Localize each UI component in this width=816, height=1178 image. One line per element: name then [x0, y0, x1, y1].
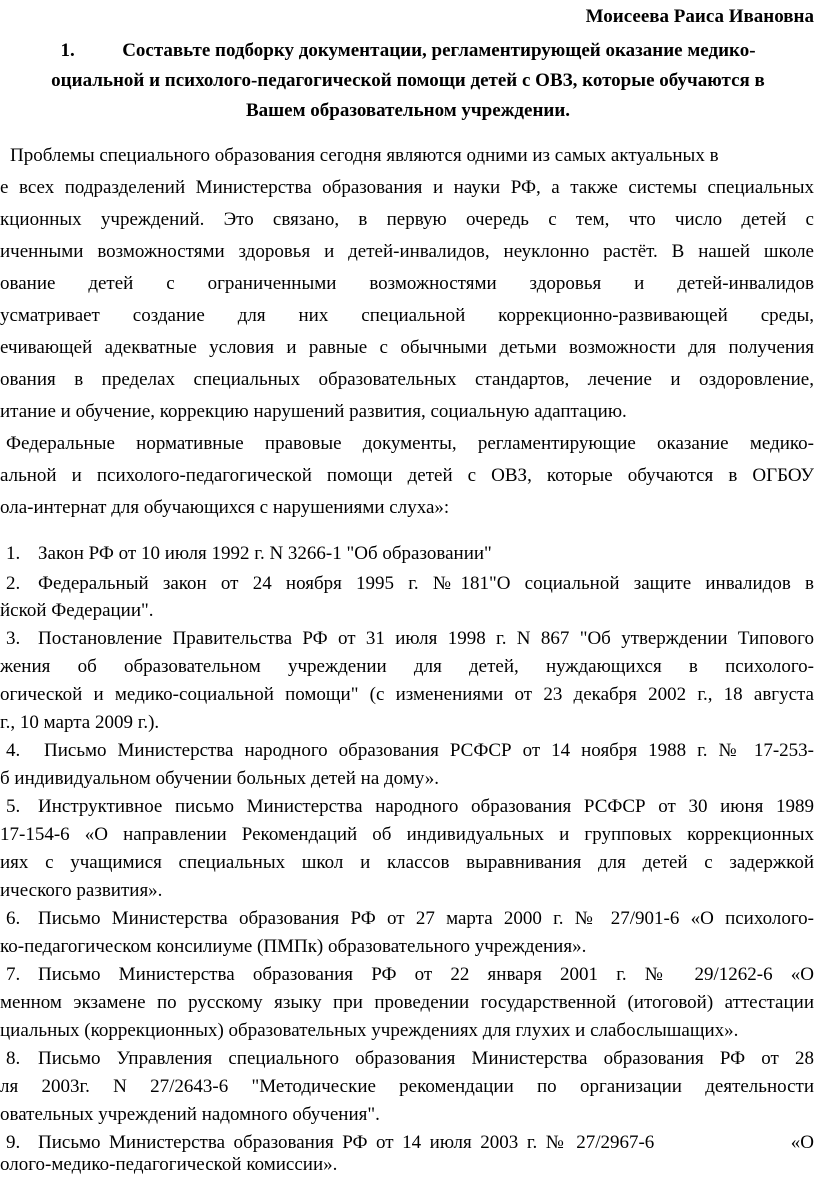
- federal-line: ола-интернат для обучающихся с нарушениями слуха»:: [0, 497, 450, 518]
- list-number: 1.: [6, 543, 21, 564]
- list-item-text: 17-154-6 «О направлении Рекомендаций об индивидуальных и групповых коррекционных: [0, 824, 814, 845]
- intro-line: ование детей с ограниченными возможностями здоровья и детей-инвалидов: [0, 273, 814, 294]
- list-item-text: огической и медико-социальной помощи" (с изменениями от 23 декабря 2002 г., 18 августа: [0, 684, 814, 705]
- list-number: 4.: [6, 740, 21, 761]
- federal-line: Федеральные нормативные правовые документы, регламентирующие оказание медико-: [6, 433, 814, 454]
- list-item-text: ля 2003г. N 27/2643-6 "Методические рекомендации по организации деятельности: [0, 1076, 814, 1097]
- list-item-text: ического развития».: [0, 880, 163, 901]
- list-item-text: Инструктивное письмо Министерства народного образования РСФСР от 30 июня 1989: [38, 796, 814, 817]
- list-number: 8.: [6, 1048, 21, 1069]
- federal-line: альной и психолого-педагогической помощи детей с ОВЗ, которые обучаются в ОГБОУ: [0, 465, 814, 486]
- list-item-text: менном экзамене по русскому языку при проведении государственной (итоговой) аттестации: [0, 992, 814, 1013]
- list-item-text: Федеральный закон от 24 ноября 1995 г. №181"О социальной защите инвалидов в: [38, 573, 814, 594]
- list-item-text: йской Федерации".: [0, 600, 154, 621]
- list-item-text: иях с учащимися специальных школ и классов выравнивания для детей с задержкой: [0, 852, 814, 873]
- intro-line: Проблемы специального образования сегодня являются одними из самых актуальных в: [10, 145, 719, 166]
- list-number: 5.: [6, 796, 21, 817]
- title-line-2: оциальной и психолого-педагогической помощи детей с ОВЗ, которые обучаются в: [51, 70, 765, 91]
- title-line-1: 1. Составьте подборку документации, регламентирующей оказание медико-: [60, 40, 756, 61]
- list-item-text: Письмо Управления специального образования Министерства образования РФ от 28: [38, 1048, 814, 1069]
- intro-line: кционных учреждений. Это связано, в первую очередь с тем, что число детей с: [0, 209, 814, 230]
- list-number: 7.: [6, 964, 21, 985]
- intro-line: ования в пределах специальных образовательных стандартов, лечение и оздоровление,: [0, 369, 814, 390]
- list-item-text: Письмо Министерства образования РФ от 27 марта 2000 г. № 27/901-6 «О психолого-: [38, 908, 814, 929]
- list-item-text: Письмо Министерства образования РФ от 14 июля 2003 г. № 27/2967-6 «О: [38, 1132, 814, 1153]
- intro-line: е всех подразделений Министерства образования и науки РФ, а также системы специальных: [0, 177, 814, 198]
- author-name: Моисеева Раиса Ивановна: [585, 6, 814, 27]
- title-line-3: Вашем образовательном учреждении.: [245, 100, 571, 121]
- intro-line: ечивающей адекватные условия и равные с обычными детьми возможности для получения: [0, 337, 814, 358]
- list-item-text: олого-медико-педагогической комиссии».: [0, 1154, 338, 1175]
- intro-line: итание и обучение, коррекцию нарушений развития, социальную адаптацию.: [0, 401, 627, 422]
- list-number: 2.: [6, 573, 21, 594]
- list-item-text: Закон РФ от 10 июля 1992 г. N 3266-1 "Об образовании": [38, 543, 492, 564]
- list-item-text: Постановление Правительства РФ от 31 июля 1998 г. N 867 "Об утверждении Типового: [38, 628, 814, 649]
- list-item-text: жения об образовательном учреждении для детей, нуждающихся в психолого-: [0, 656, 814, 677]
- list-item-text: г., 10 марта 2009 г.).: [0, 712, 160, 733]
- list-item-text: овательных учреждений надомного обучения".: [0, 1104, 380, 1125]
- list-number: 3.: [6, 628, 21, 649]
- list-item-text: Письмо Министерства образования РФ от 22 января 2001 г. № 29/1262-6 «О: [38, 964, 814, 985]
- intro-line: иченными возможностями здоровья и детей-инвалидов, неуклонно растёт. В нашей школе: [0, 241, 814, 262]
- list-item-text: б индивидуальном обучении больных детей на дому».: [0, 768, 440, 789]
- list-number: 6.: [6, 908, 21, 929]
- intro-line: усматривает создание для них специальной коррекционно-развивающей среды,: [0, 305, 814, 326]
- list-number: 9.: [6, 1132, 21, 1153]
- list-item-text: циальных (коррекционных) образовательных учреждениях для глухих и слабослышащих».: [0, 1020, 739, 1041]
- list-item-text: ко-педагогическом консилиуме (ПМПк) образовательного учреждения».: [0, 936, 587, 957]
- list-item-text: Письмо Министерства народного образования РСФСР от 14 ноября 1988 г. № 17-253-: [44, 740, 814, 761]
